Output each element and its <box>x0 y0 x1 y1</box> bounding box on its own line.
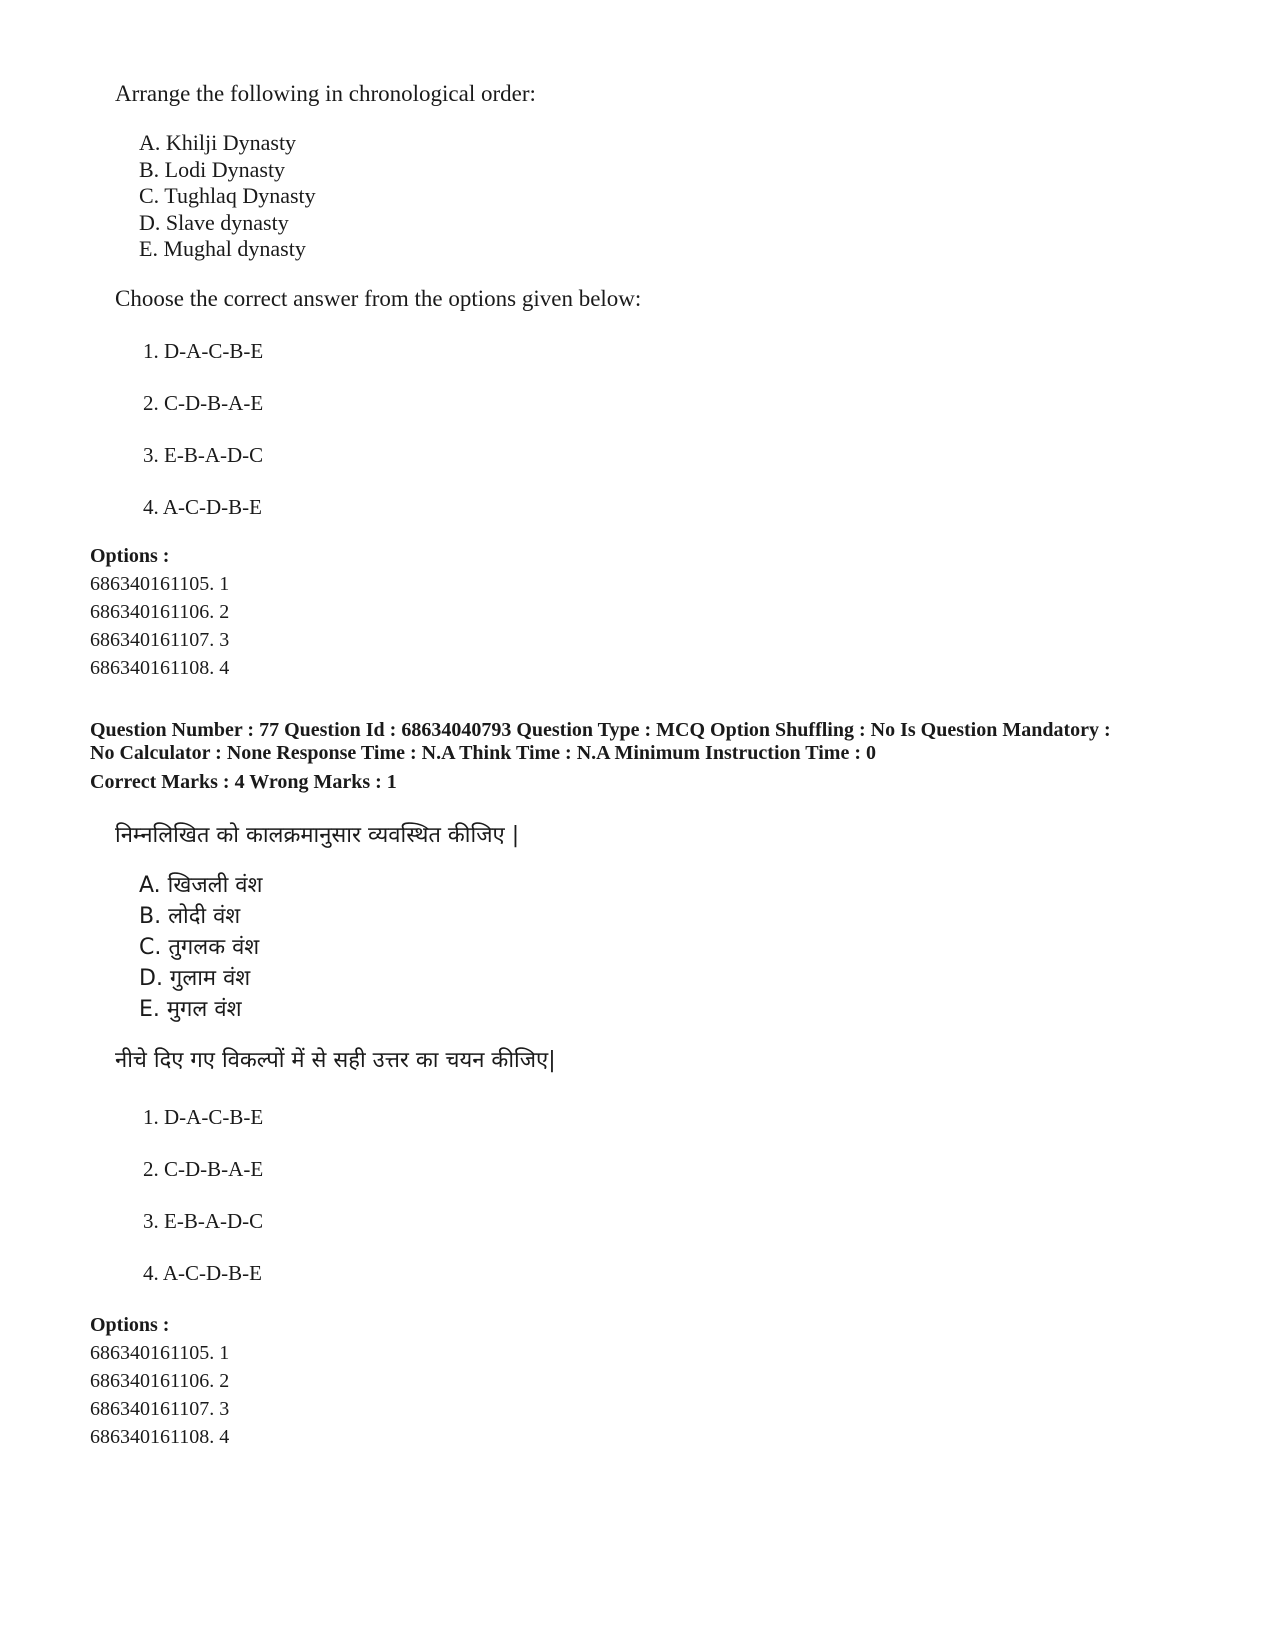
question-instruction: निम्नलिखित को कालक्रमानुसार व्यवस्थित कीजिए | <box>115 823 520 848</box>
option-id: 686340161108. 4 <box>90 1426 230 1448</box>
question-77-options <box>90 1311 1210 1451</box>
list-item: D. गुलाम वंश <box>139 966 251 991</box>
marks-line: Correct Marks : 4 Wrong Marks : 1 <box>90 771 397 793</box>
list-item: A. Khilji Dynasty <box>139 130 297 155</box>
list-item: B. Lodi Dynasty <box>139 156 286 182</box>
list-item: D. Slave dynasty <box>139 209 289 235</box>
dynasty-list <box>115 130 641 263</box>
answer-choices <box>115 1105 556 1313</box>
choose-instruction: Choose the correct answer from the options given below: <box>115 285 642 311</box>
question-76-content <box>115 80 641 547</box>
option-id: 686340161107. 3 <box>90 1398 230 1420</box>
list-item: C. तुगलक वंश <box>139 935 260 960</box>
options-label: Options : <box>90 545 170 567</box>
list-item: E. Mughal dynasty <box>139 236 306 261</box>
answer-choices <box>115 339 641 547</box>
choose-instruction: नीचे दिए गए विकल्पों में से सही उत्तर का चयन कीजिए| <box>115 1048 556 1073</box>
question-76-options <box>90 542 1210 682</box>
choice-item: 3. E-B-A-D-C <box>143 442 264 467</box>
list-item: B. लोदी वंश <box>139 904 241 929</box>
list-item: C. Tughlaq Dynasty <box>139 183 316 208</box>
choice-item: 2. C-D-B-A-E <box>143 1157 264 1181</box>
options-label: Options : <box>90 1314 170 1336</box>
choice-item: 3. E-B-A-D-C <box>143 1209 264 1233</box>
question-meta-line: Question Number : 77 Question Id : 68634040793 Question Type : MCQ Option Shuffling : No Is Question Mandatory : <box>90 719 1111 741</box>
question-77-content <box>115 822 556 1313</box>
question-instruction: Arrange the following in chronological order: <box>115 81 536 106</box>
choice-item: 1. D-A-C-B-E <box>143 1105 264 1129</box>
question-meta-line: No Calculator : None Response Time : N.A Think Time : N.A Minimum Instruction Time : 0 <box>90 742 876 764</box>
option-id: 686340161106. 2 <box>90 601 230 623</box>
list-item: A. खिजली वंश <box>139 873 263 898</box>
choice-item: 1. D-A-C-B-E <box>143 338 264 363</box>
choice-item: 4. A-C-D-B-E <box>143 1261 262 1285</box>
option-id: 686340161107. 3 <box>90 629 230 651</box>
list-item: E. मुगल वंश <box>139 997 242 1022</box>
dynasty-list <box>115 870 556 1025</box>
option-id: 686340161105. 1 <box>90 573 230 595</box>
option-id: 686340161106. 2 <box>90 1370 230 1392</box>
option-id: 686340161105. 1 <box>90 1342 230 1364</box>
question-77-header <box>90 719 1210 794</box>
choice-item: 2. C-D-B-A-E <box>143 390 264 415</box>
option-id: 686340161108. 4 <box>90 657 230 679</box>
choice-item: 4. A-C-D-B-E <box>143 494 262 519</box>
